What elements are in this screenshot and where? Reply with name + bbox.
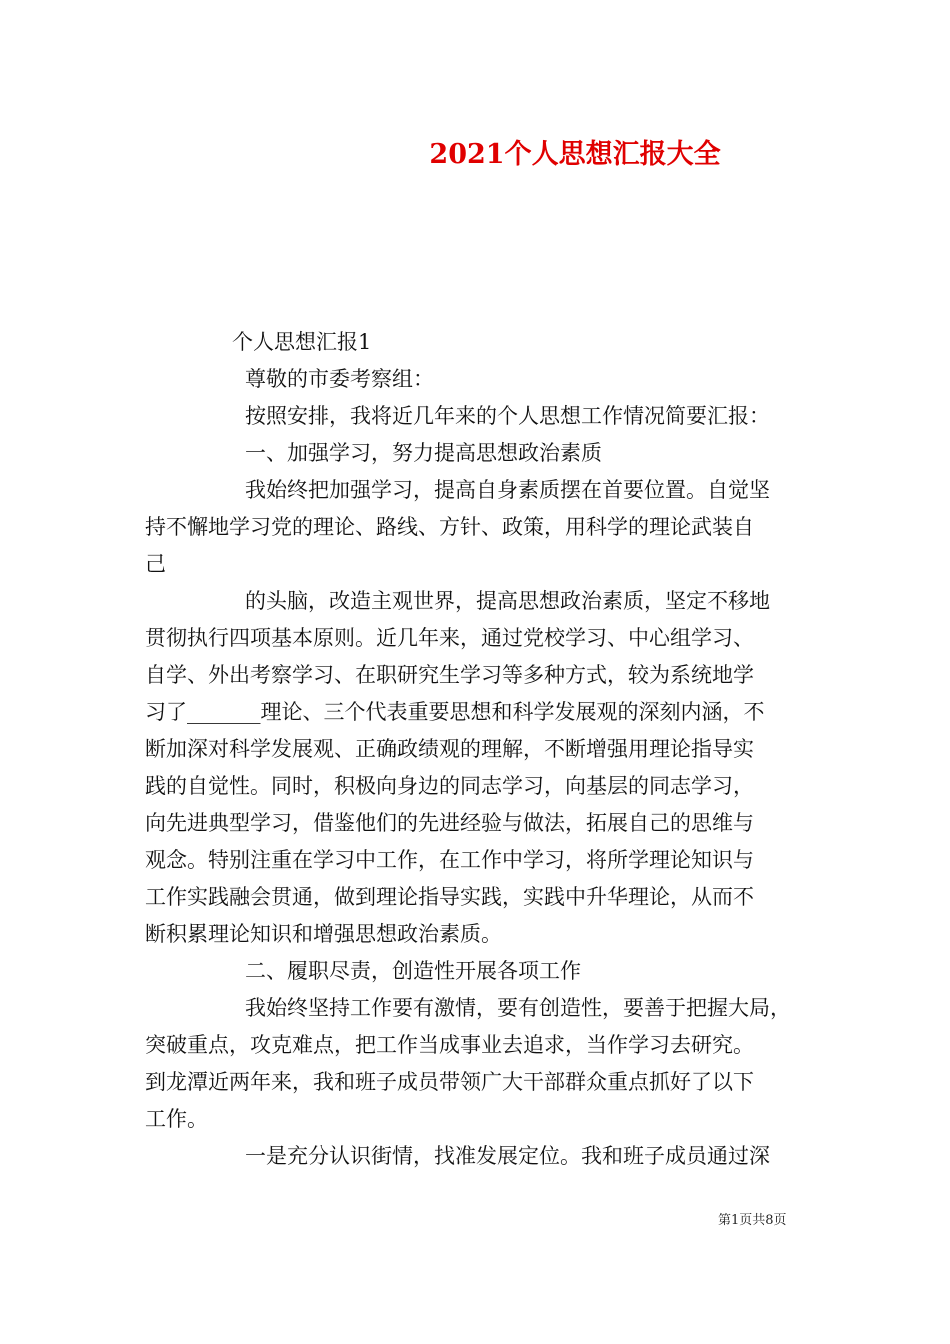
salutation: 尊敬的市委考察组： — [245, 367, 434, 391]
subheading-1: 一、加强学习，努力提高思想政治素质 — [245, 441, 602, 465]
paragraph-line: 己 — [145, 552, 166, 576]
paragraph-line: 的头脑，改造主观世界，提高思想政治素质，坚定不移地 — [245, 589, 770, 613]
subheading-2: 二、履职尽责，创造性开展各项工作 — [245, 959, 581, 983]
paragraph-line: 工作实践融会贯通，做到理论指导实践，实践中升华理论，从而不 — [145, 885, 754, 909]
paragraph-line: 断积累理论知识和增强思想政治素质。 — [145, 922, 502, 946]
section-heading: 个人思想汇报1 — [232, 330, 372, 354]
paragraph-line: 按照安排，我将近几年来的个人思想工作情况简要汇报： — [245, 404, 770, 428]
paragraph-line: 习了_______理论、三个代表重要思想和科学发展观的深刻内涵，不 — [145, 700, 765, 724]
page-number: 第1页共8页 — [718, 1213, 787, 1228]
paragraph-line: 一是充分认识街情，找准发展定位。我和班子成员通过深 — [245, 1144, 770, 1168]
paragraph-line: 向先进典型学习，借鉴他们的先进经验与做法，拓展自己的思维与 — [145, 811, 754, 835]
paragraph-line: 我始终坚持工作要有激情，要有创造性，要善于把握大局， — [245, 996, 791, 1020]
paragraph-line: 断加深对科学发展观、正确政绩观的理解，不断增强用理论指导实 — [145, 737, 754, 761]
paragraph-line: 贯彻执行四项基本原则。近几年来，通过党校学习、中心组学习、 — [145, 626, 754, 650]
paragraph-line: 自学、外出考察学习、在职研究生学习等多种方式，较为系统地学 — [145, 663, 754, 687]
paragraph-line: 我始终把加强学习，提高自身素质摆在首要位置。自觉坚 — [245, 478, 770, 502]
paragraph-line: 工作。 — [145, 1107, 208, 1131]
document-title: 2021个人思想汇报大全 — [429, 139, 721, 170]
paragraph-line: 观念。特别注重在学习中工作，在工作中学习，将所学理论知识与 — [145, 848, 754, 872]
paragraph-line: 突破重点，攻克难点，把工作当成事业去追求，当作学习去研究。 — [145, 1033, 754, 1057]
paragraph-line: 到龙潭近两年来，我和班子成员带领广大干部群众重点抓好了以下 — [145, 1070, 754, 1094]
paragraph-line: 持不懈地学习党的理论、路线、方针、政策，用科学的理论武装自 — [145, 515, 754, 539]
paragraph-line: 践的自觉性。同时，积极向身边的同志学习，向基层的同志学习， — [145, 774, 754, 798]
